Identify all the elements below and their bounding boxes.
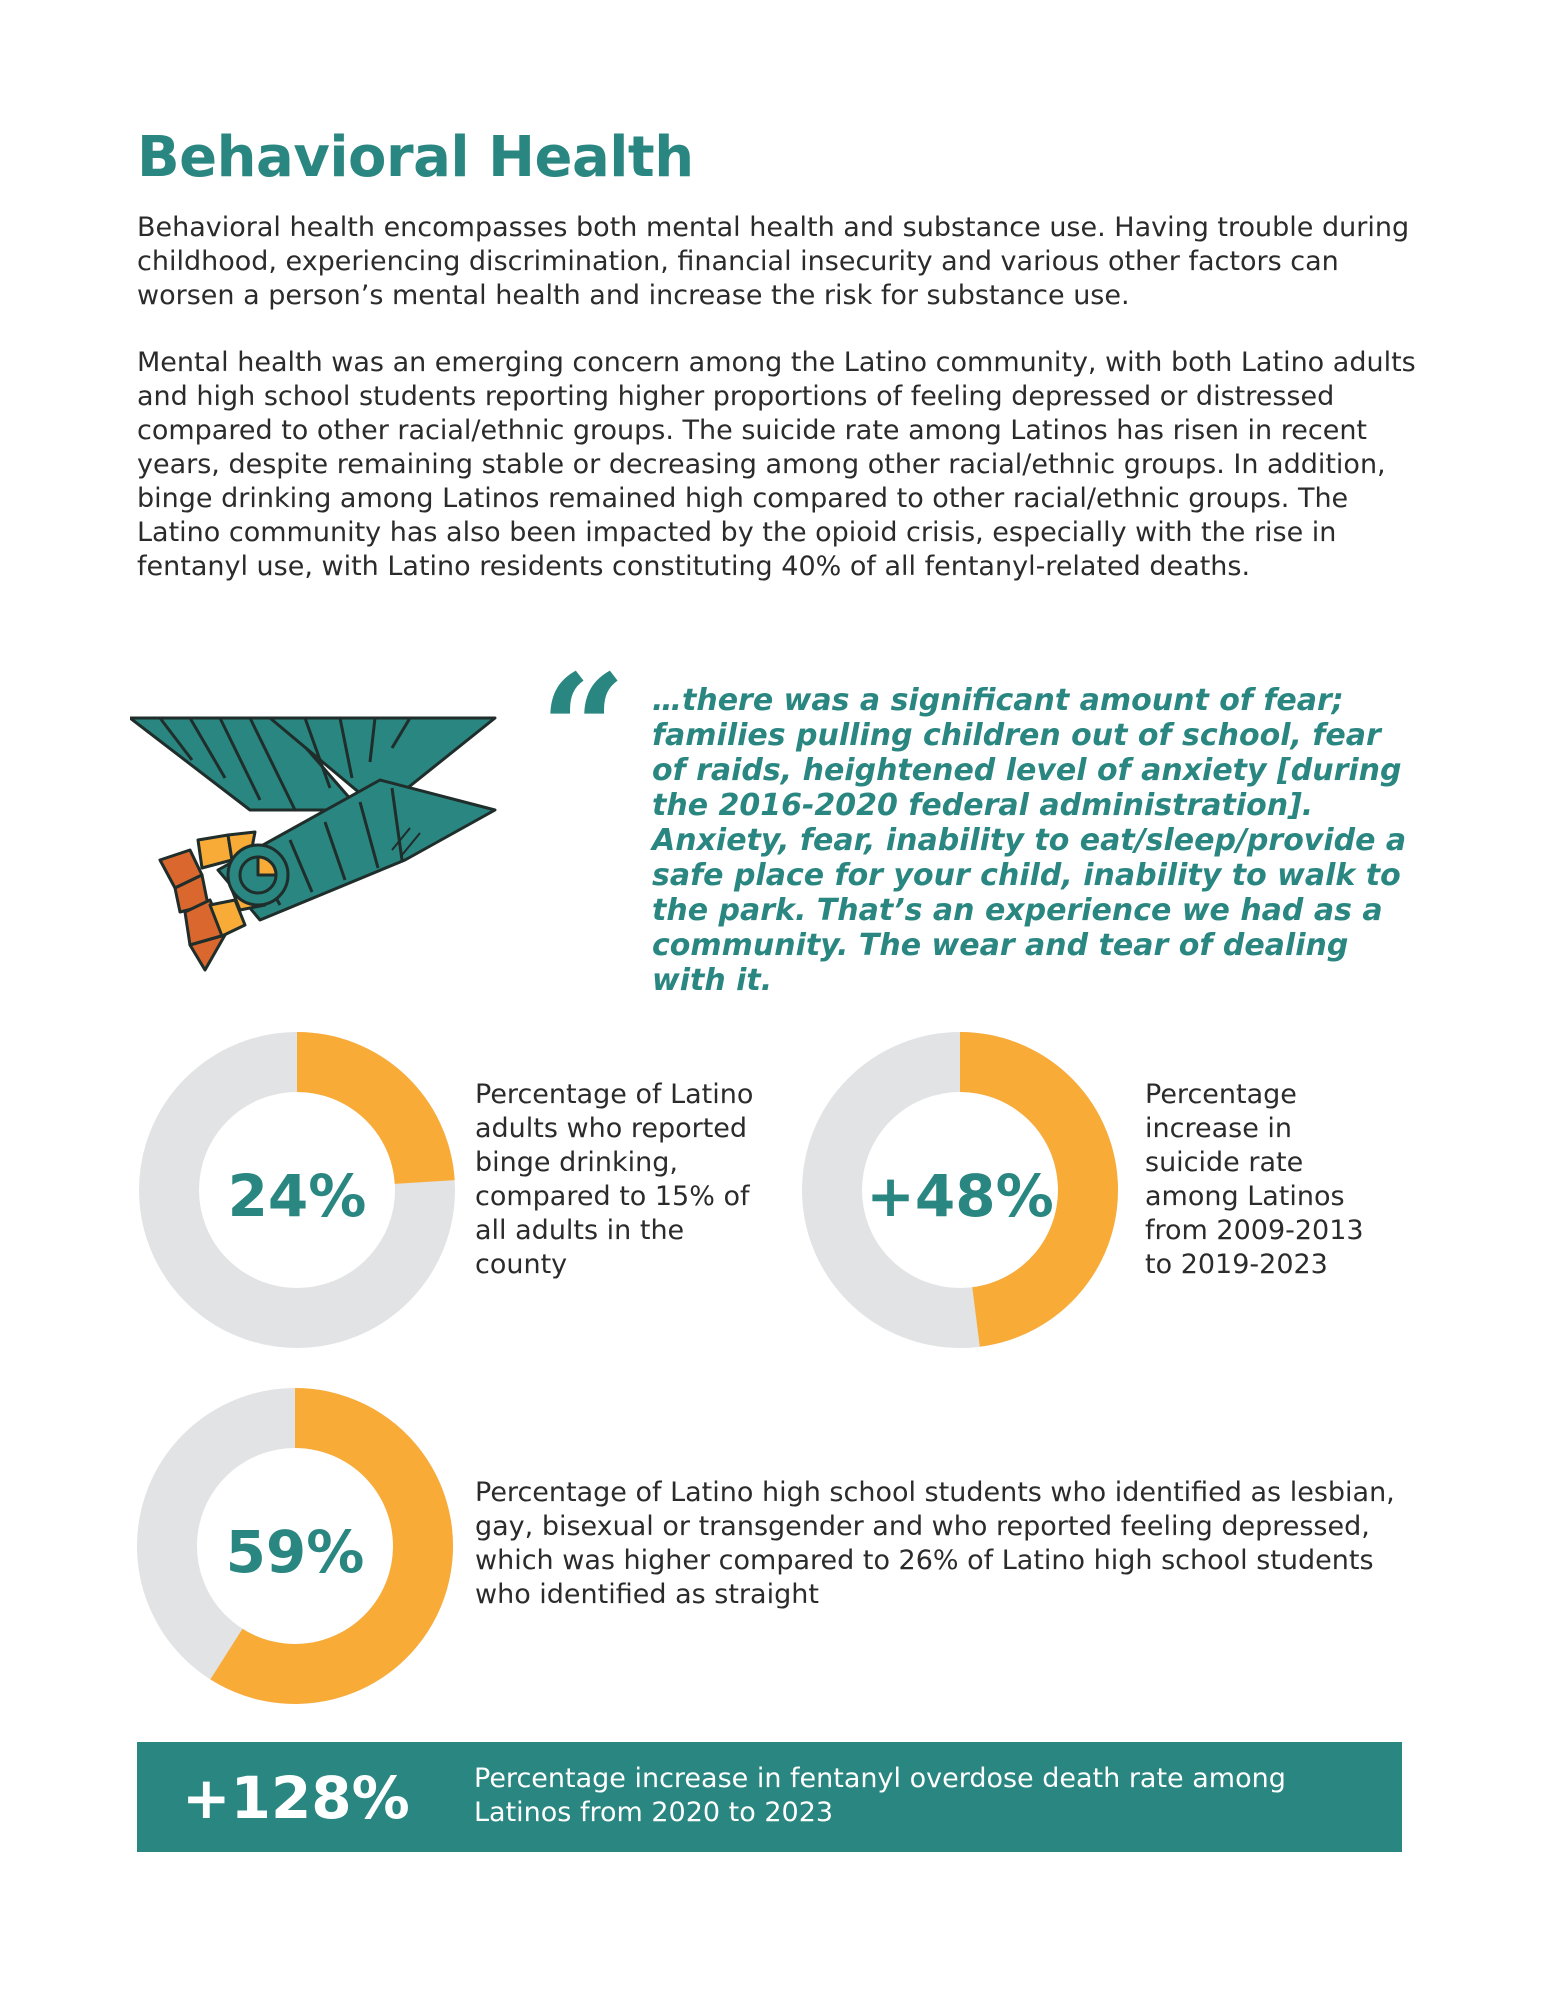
quote-mark-icon: “ — [540, 642, 627, 818]
bird-illustration — [130, 700, 510, 990]
stat-value-binge-drinking: 24% — [227, 1162, 367, 1230]
banner-value: +128% — [182, 1764, 410, 1832]
quote-text: …there was a significant amount of fear; families pulling children out of school, fear of raids, heightened level of anxiety [during the 2016-2020 federal administration]. Anxiety, fear, inability to eat/sleep/provide a safe place for your child, inability to walk to the park. That’s an experience we had as a community. The wear and tear of dealing with it. — [652, 683, 1407, 998]
stat-description-binge-drinking: Percentage of Latino adults who reported binge drinking, compared to 15% of all adults in the county — [475, 1079, 754, 1280]
stat-value-lgbt-depressed: 59% — [225, 1518, 365, 1586]
stat-description-lgbt-depressed: Percentage of Latino high school students who identified as lesbian, gay, bisexual or transgender and who reported feeling depressed, which was higher compared to 26% of Latino high school students who identified as straight — [475, 1477, 1395, 1610]
intro-paragraph-2: Mental health was an emerging concern among the Latino community, with both Latino adults and high school students reporting higher proportions of feeling depressed or distressed compared to other racial/ethnic groups. The suicide rate among Latinos has risen in recent years, despite remaining stable or decreasing among other racial/ethnic groups. In addition, binge drinking among Latinos remained high compared to other racial/ethnic groups. The Latino community has also been impacted by the opioid crisis, especially with the rise in fentanyl use, with Latino residents constituting 40% of all fentanyl-related deaths. — [137, 347, 1416, 582]
stat-description-suicide-rate: Percentage increase in suicide rate among Latinos from 2009-2013 to 2019-2023 — [1145, 1079, 1364, 1280]
banner-description: Percentage increase in fentanyl overdose death rate among Latinos from 2020 to 2023 — [474, 1763, 1286, 1828]
stat-value-suicide-rate: +48% — [866, 1162, 1054, 1230]
fentanyl-banner — [137, 1742, 1402, 1852]
page-title: Behavioral Health — [137, 125, 694, 190]
intro-paragraph-1: Behavioral health encompasses both mental health and substance use. Having trouble during childhood, experiencing discrimination, financial insecurity and various other factors can worsen a person’s mental health and increase the risk for substance use. — [137, 212, 1410, 311]
